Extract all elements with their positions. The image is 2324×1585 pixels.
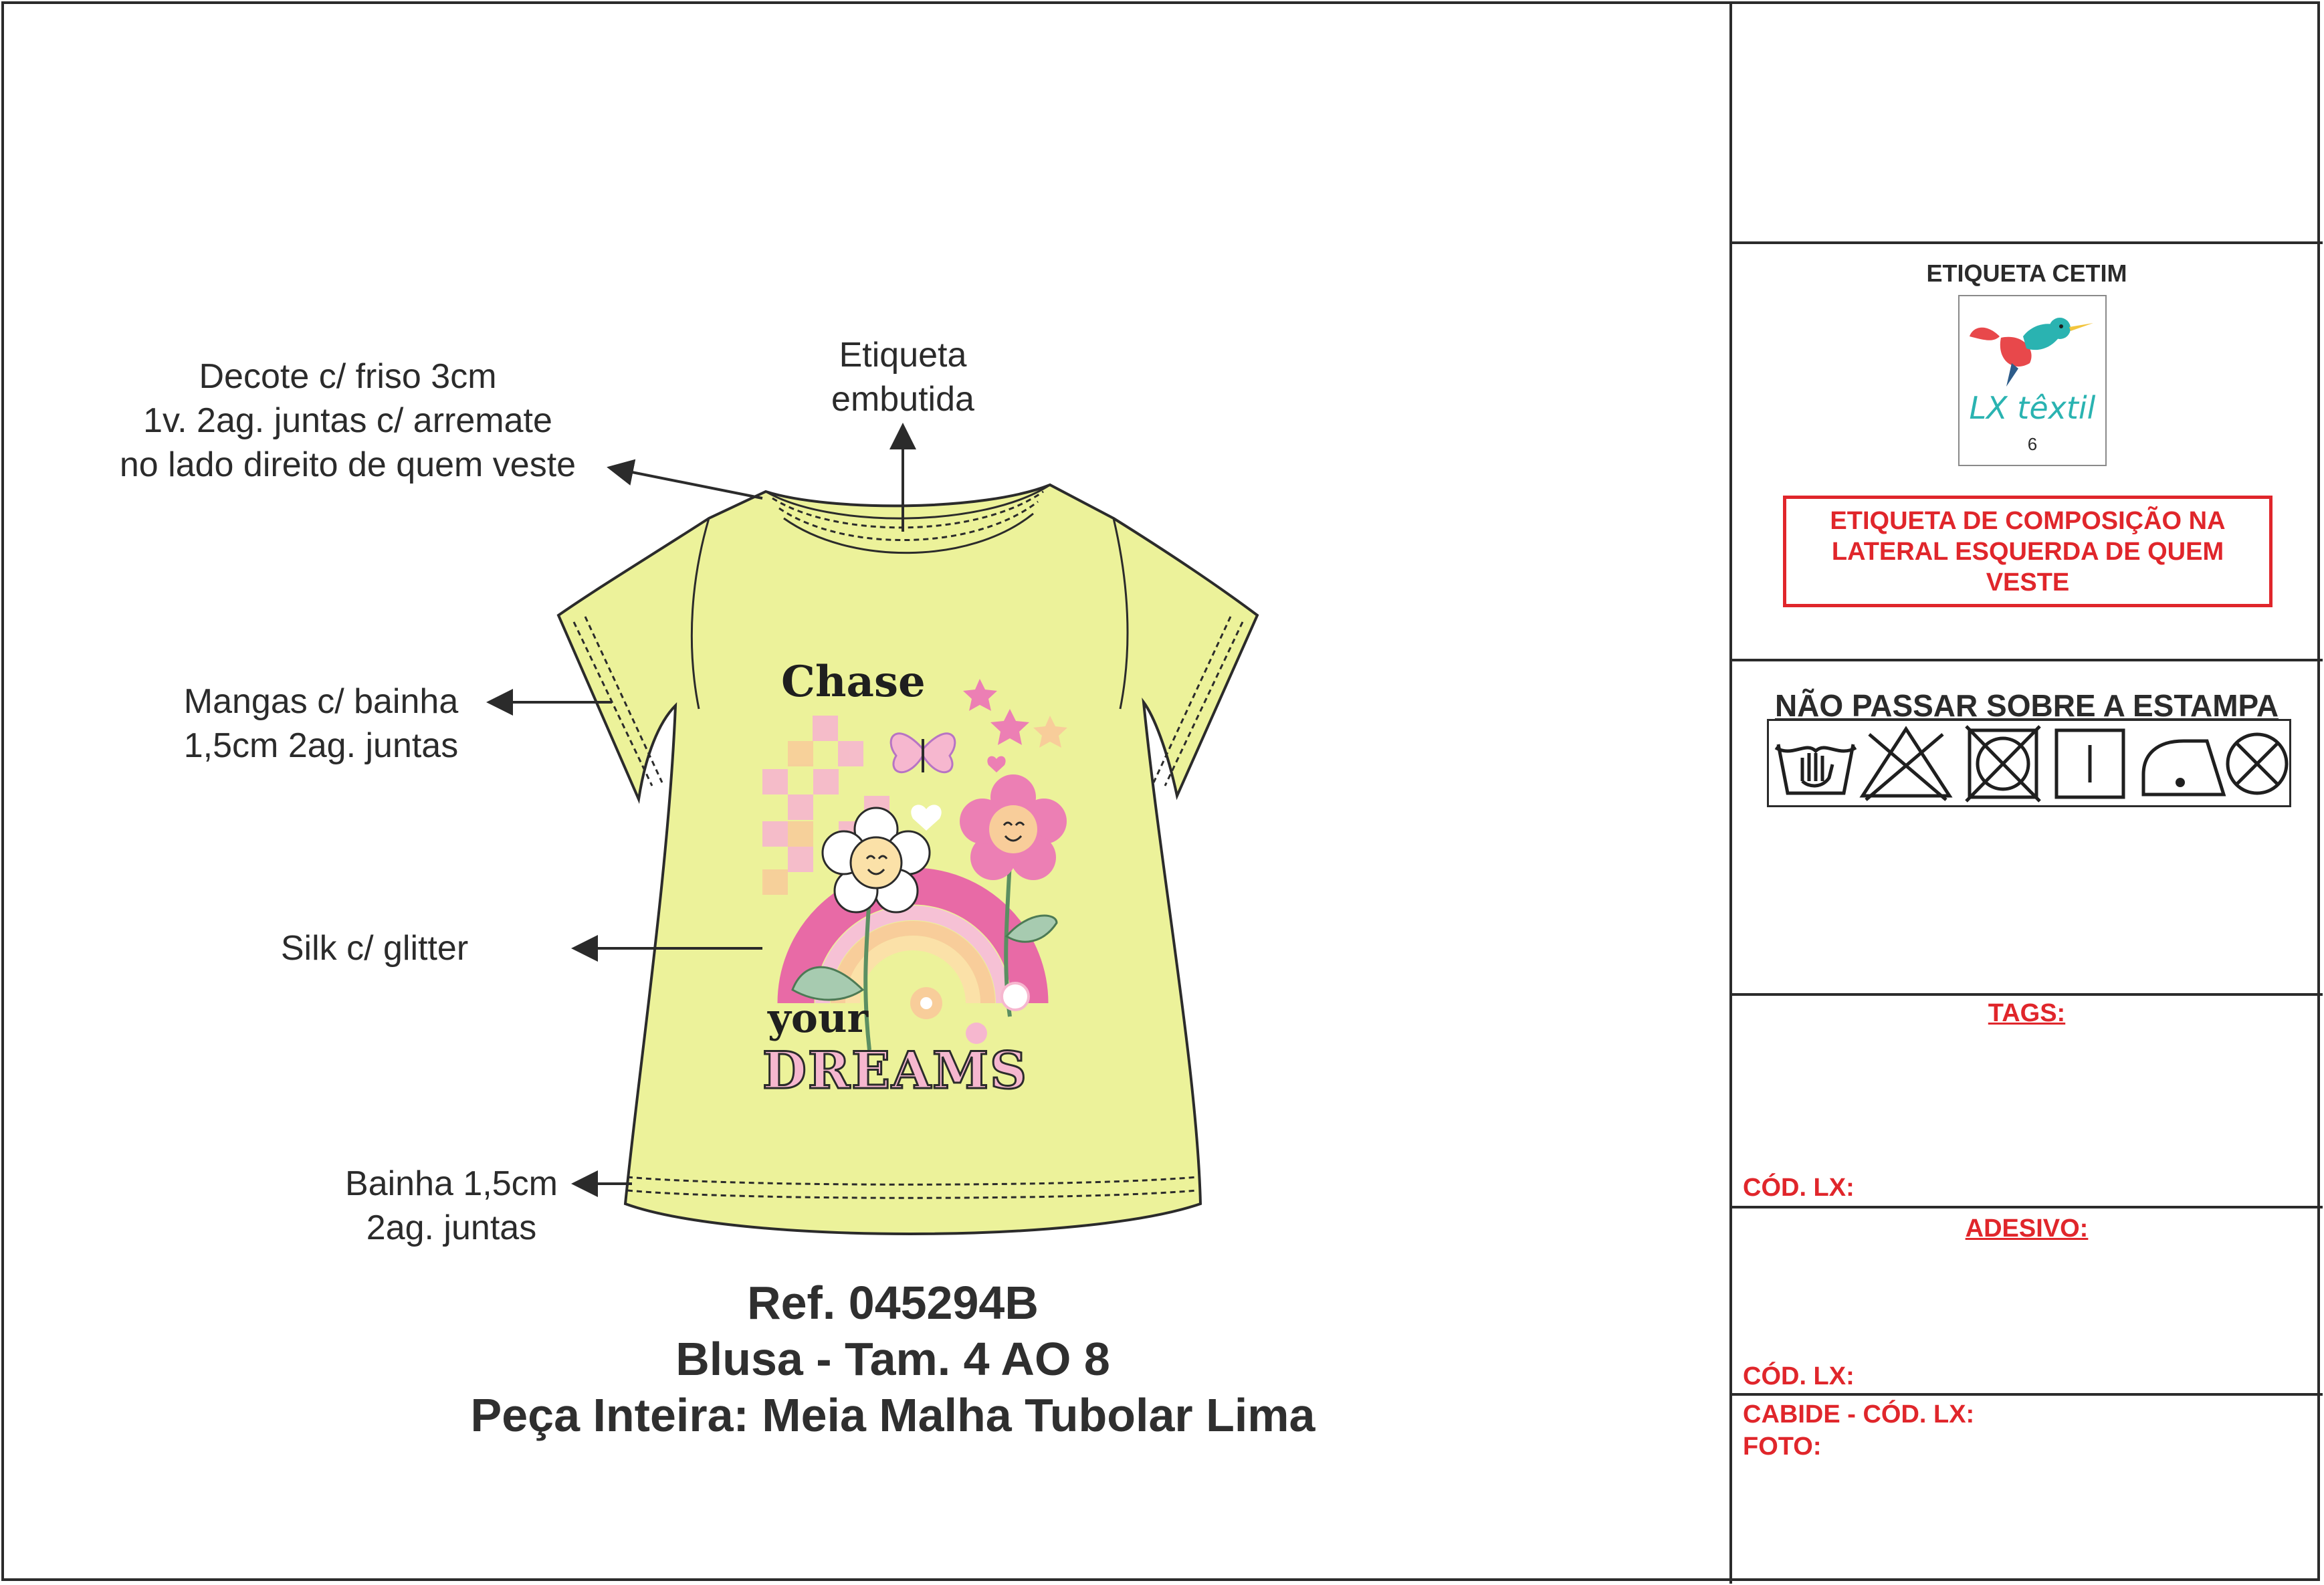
- sidebar-rule-3: [1731, 993, 2323, 996]
- sidebar-rule-4: [1731, 1206, 2323, 1208]
- neckline-line-2: 1v. 2ag. juntas c/ arremate: [143, 401, 552, 440]
- product-material: Peça Inteira: Meia Malha Tubolar Lima: [470, 1389, 1315, 1441]
- artwork-word-chase: Chase: [781, 657, 926, 707]
- photo-label: FOTO:: [1743, 1433, 1822, 1461]
- iron-low-icon: [2143, 741, 2224, 795]
- sticker-title: ADESIVO:: [1965, 1214, 2089, 1243]
- label-annotation: [769, 333, 1037, 421]
- print-annotation: [221, 926, 528, 970]
- no-bleach-icon: [1863, 729, 1949, 800]
- sleeves-line-2: 1,5cm 2ag. juntas: [183, 726, 459, 765]
- no-dry-clean-icon: [2228, 734, 2287, 793]
- print-line: Silk c/ glitter: [280, 929, 469, 968]
- artwork-word-dreams: DREAMS: [762, 1041, 1028, 1100]
- sticker-code: CÓD. LX:: [1743, 1362, 1855, 1390]
- hand-wash-icon: [1776, 744, 1856, 793]
- brand-name: LX têxtil: [1969, 390, 2096, 426]
- product-ref: Ref. 045294B: [747, 1277, 1039, 1329]
- artwork-word-your: your: [768, 995, 869, 1042]
- sleeves-annotation: [154, 679, 488, 768]
- care-warning: NÃO PASSAR SOBRE A ESTAMPA: [1774, 688, 2279, 723]
- neckline-annotation: [80, 354, 615, 487]
- sidebar-divider: [1729, 1, 1732, 1584]
- line-dry-icon: [2056, 730, 2123, 797]
- sidebar-rule-1: [1731, 241, 2323, 244]
- neckline-line-3: no lado direito de quem veste: [119, 445, 576, 484]
- composition-note: ETIQUETA DE COMPOSIÇÃO NA LATERAL ESQUERDA DE QUEM VESTE: [1830, 506, 2226, 597]
- sleeves-line-1: Mangas c/ bainha: [183, 682, 459, 721]
- tags-code: CÓD. LX:: [1743, 1174, 1855, 1202]
- composition-note-box: [1783, 496, 2273, 607]
- hem-line-2: 2ag. juntas: [366, 1208, 537, 1247]
- sidebar-rule-2: [1731, 659, 2323, 661]
- tags-title: TAGS:: [1988, 999, 2066, 1027]
- brand-size: 6: [2027, 434, 2038, 454]
- satin-label-title: ETIQUETA CETIM: [1926, 259, 2127, 287]
- sidebar-rule-5: [1731, 1393, 2323, 1396]
- label-line-1: Etiqueta: [839, 336, 967, 375]
- care-symbols-box: [1767, 719, 2291, 807]
- hanger-code: CABIDE - CÓD. LX:: [1743, 1400, 1975, 1429]
- hem-annotation: [314, 1162, 589, 1250]
- hem-line-1: Bainha 1,5cm: [345, 1164, 558, 1203]
- brand-label: [1958, 295, 2107, 466]
- hummingbird-logo: [1960, 296, 2105, 397]
- neckline-line-1: Decote c/ friso 3cm: [199, 357, 497, 396]
- no-tumble-dry-icon: [1966, 726, 2040, 801]
- label-line-2: embutida: [831, 380, 974, 419]
- product-item: Blusa - Tam. 4 AO 8: [675, 1333, 1110, 1385]
